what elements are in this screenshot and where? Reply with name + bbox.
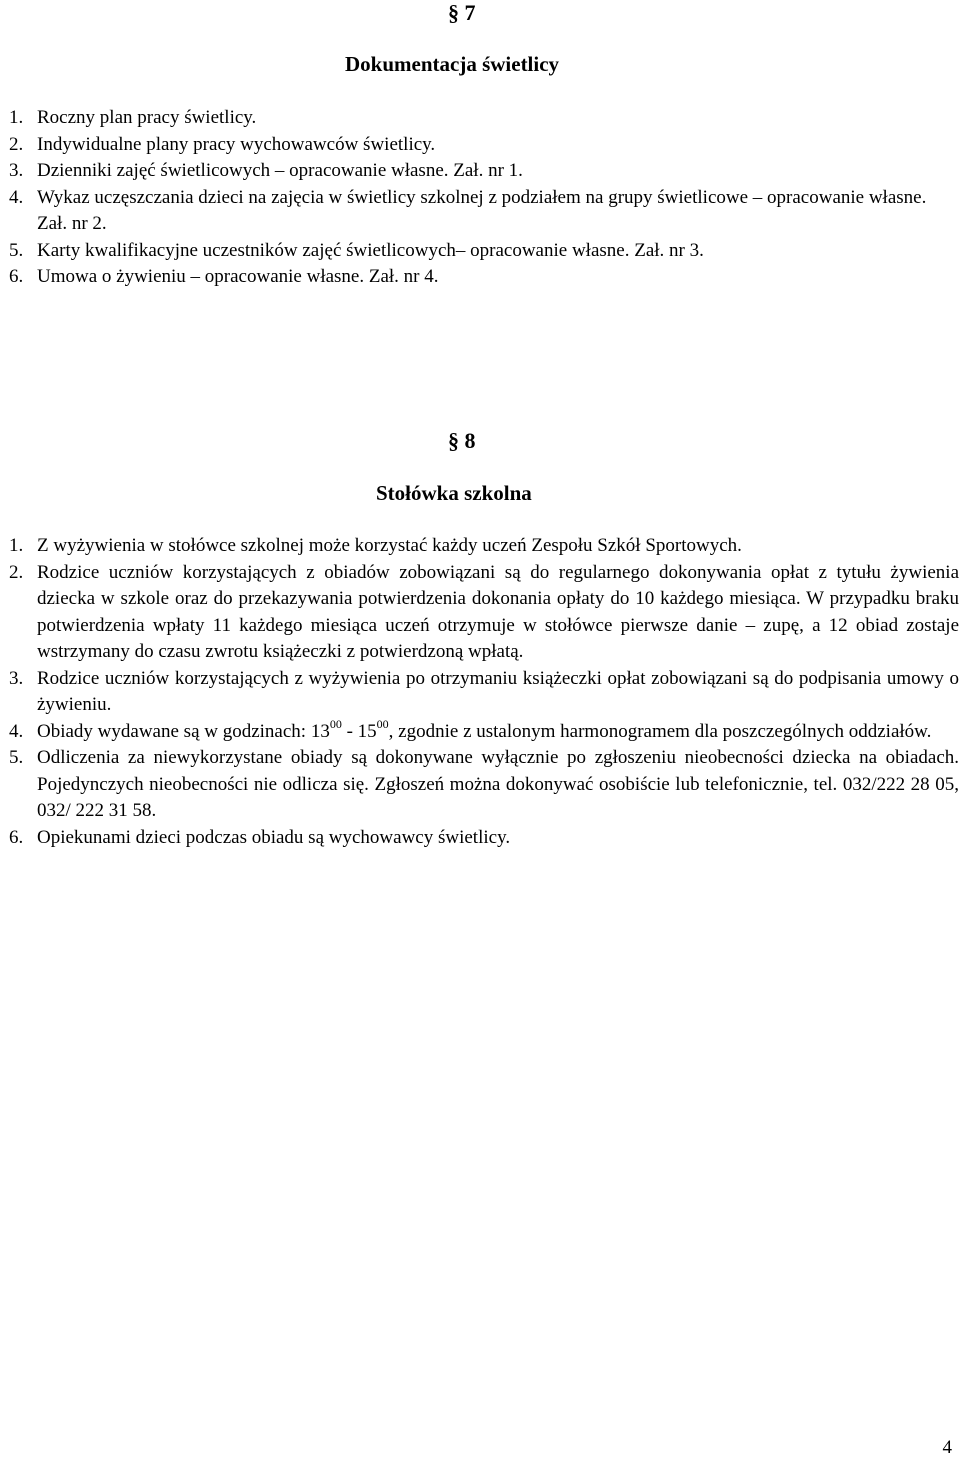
item-text: Odliczenia za niewykorzystane obiady są dokonywane wyłącznie po zgłoszeniu nieobecności dziecka na obiadach. Pojedynczych nieobecności nie odlicza się. Zgłoszeń można dokonywać osobiście lub telefonicznie, tel. 032/222 28 05, 032/ 222 31 58. xyxy=(37,747,959,821)
item-number: 3. xyxy=(9,160,24,181)
list-item xyxy=(9,533,959,560)
list-item xyxy=(9,716,959,746)
list-item xyxy=(9,666,959,719)
item-text: Rodzice uczniów korzystających z obiadów zobowiązani są do regularnego dokonywania opłat z tytułu żywienia dziecka w szkole oraz do przekazywania potwierdzenia dokonania opłaty do 10 każdego miesiąca. W przypadku braku potwierdzenia wpłaty 11 każdego miesiąca uczeń otrzymuje w stołówce pierwsze danie – zupę, a 12 obiad zostaje wstrzymany do czasu zwrotu książeczki z potwierdzoną wpłatą. xyxy=(37,561,959,662)
item-number: 5. xyxy=(9,239,24,261)
item-number: 1. xyxy=(9,107,24,128)
item-text: Roczny plan pracy świetlicy. xyxy=(37,107,257,128)
section-7-list xyxy=(9,105,959,291)
item-number: 4. xyxy=(9,186,24,208)
item-number: 6. xyxy=(9,826,24,848)
list-item xyxy=(9,825,959,852)
item-number: 1. xyxy=(9,535,24,556)
hours-superscript-end: 00 xyxy=(376,716,389,731)
page-number: 4 xyxy=(942,1437,952,1458)
hours-text-middle: - 15 xyxy=(341,720,377,742)
hours-text-before: Obiady wydawane są w godzinach: 13 xyxy=(37,720,330,742)
item-text: Z wyżywienia w stołówce szkolnej może korzystać każdy uczeń Zespołu Szkół Sportowych. xyxy=(37,535,742,556)
item-number: 4. xyxy=(9,720,24,742)
list-item xyxy=(9,560,959,666)
section-7-number: § 7 xyxy=(448,0,476,25)
section-8-title: Stołówka szkolna xyxy=(376,481,532,505)
item-number: 2. xyxy=(9,133,24,155)
item-text: Karty kwalifikacyjne uczestników zajęć świetlicowych– opracowanie własne. Zał. nr 3. xyxy=(37,239,704,261)
item-number: 6. xyxy=(9,266,24,287)
list-item xyxy=(9,264,959,291)
hours-superscript-start: 00 xyxy=(329,716,342,731)
list-item xyxy=(9,132,959,159)
item-number: 5. xyxy=(9,747,24,768)
item-text: Dzienniki zajęć świetlicowych – opracowanie własne. Zał. nr 1. xyxy=(37,160,523,181)
item-text: Umowa o żywieniu – opracowanie własne. Zał. nr 4. xyxy=(37,266,439,287)
item-text: Wykaz uczęszczania dzieci na zajęcia w świetlicy szkolnej z podziałem na grupy świetlicowe – opracowanie własne. Zał. nr 2. xyxy=(37,186,927,234)
list-item xyxy=(9,745,959,825)
section-8-number: § 8 xyxy=(448,428,476,453)
list-item xyxy=(9,105,959,132)
hours-text-after: , zgodnie z ustalonym harmonogramem dla poszczególnych oddziałów. xyxy=(388,720,932,742)
item-text: Indywidualne plany pracy wychowawców świetlicy. xyxy=(37,133,436,155)
list-item xyxy=(9,238,959,265)
list-item xyxy=(9,185,959,238)
item-text: Rodzice uczniów korzystających z wyżywienia po otrzymaniu książeczki opłat zobowiązani są do podpisania umowy o żywieniu. xyxy=(37,667,959,715)
item-text: Opiekunami dzieci podczas obiadu są wychowawcy świetlicy. xyxy=(37,826,511,848)
item-number: 2. xyxy=(9,561,24,583)
item-text xyxy=(37,716,959,746)
item-number: 3. xyxy=(9,667,24,689)
section-8-list xyxy=(9,533,959,851)
list-item xyxy=(9,158,959,185)
section-7-title: Dokumentacja świetlicy xyxy=(345,52,560,76)
